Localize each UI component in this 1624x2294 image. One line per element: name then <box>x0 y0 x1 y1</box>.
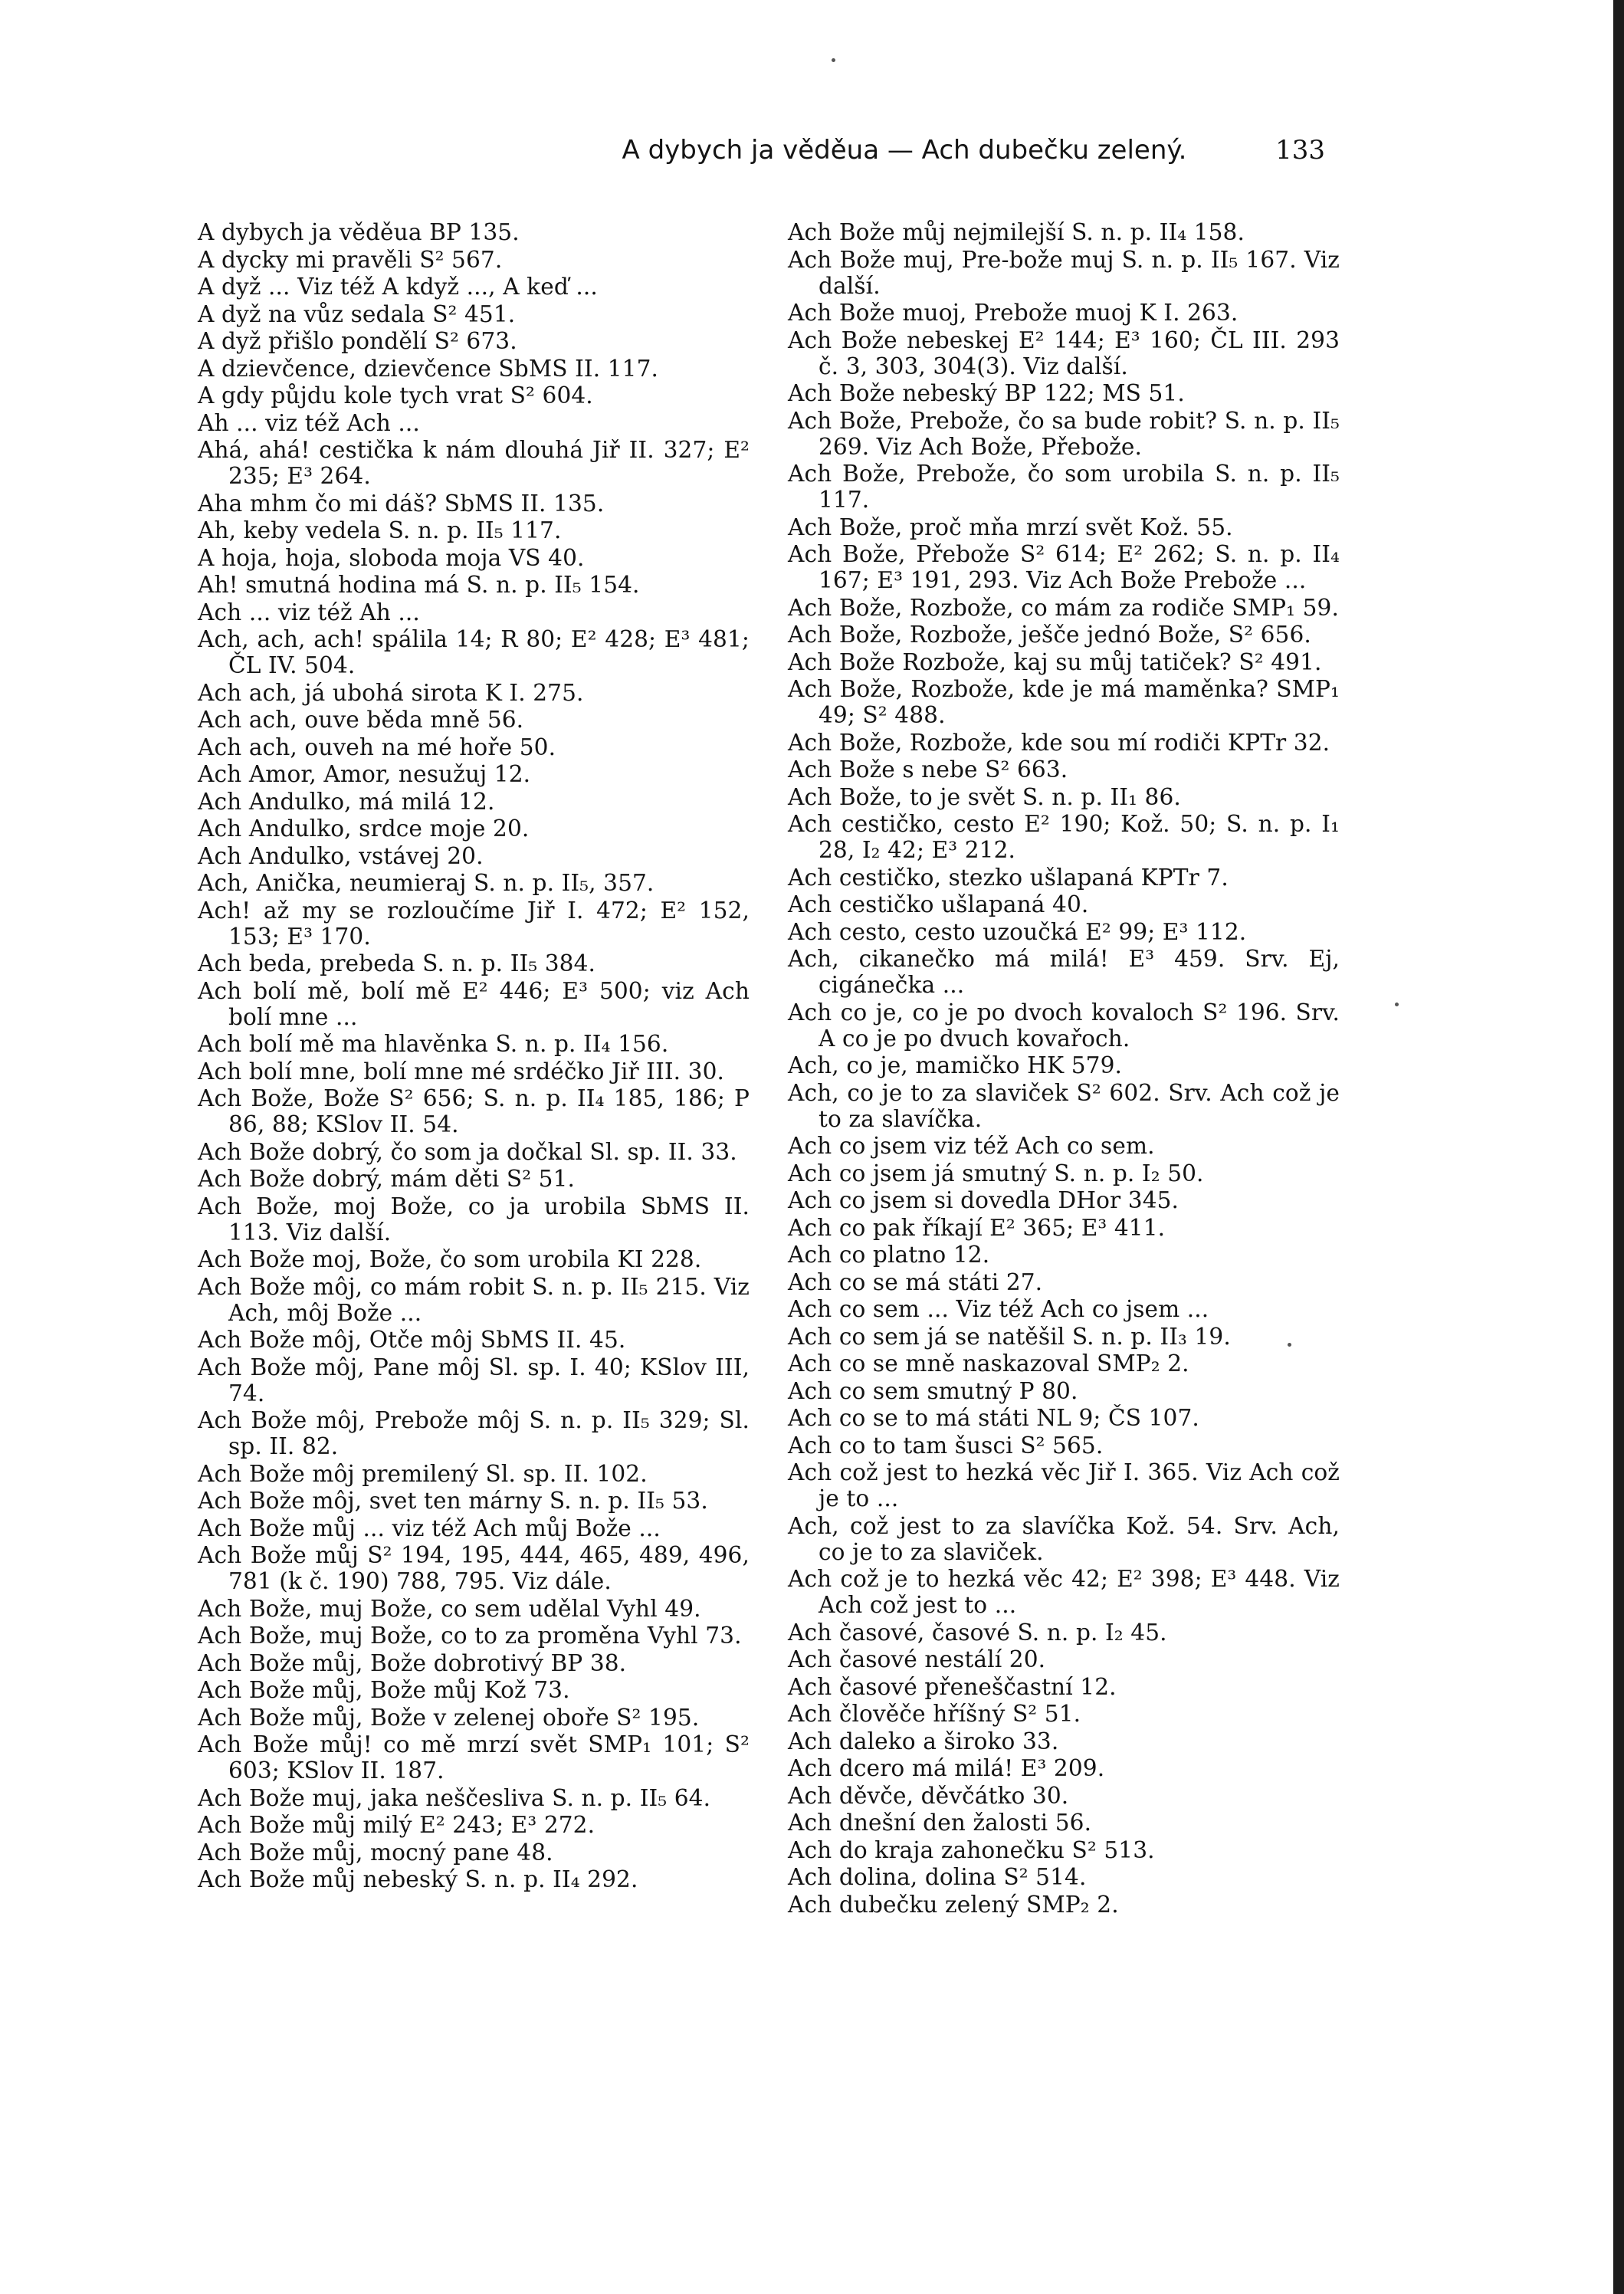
index-entry: Ach Bože môj premilený Sl. sp. II. 102. <box>198 1460 648 1487</box>
index-entry: Ach Bože, muj Bože, co to za proměna Vyhl 73. <box>198 1623 742 1649</box>
index-entry: Ach cestičko, cesto E² 190; Kož. 50; S. n. p. I₁ 28, I₂ 42; E³ 212. <box>788 811 1340 863</box>
index-entry: A dyž ... Viz též A když ..., A keď ... <box>198 274 598 300</box>
index-entry: Ach, co je, mamičko HK 579. <box>788 1052 1122 1078</box>
index-entry: Ach Bože můj milý E² 243; E³ 272. <box>198 1812 595 1838</box>
index-entry: Ach dubečku zelený SMP₂ 2. <box>788 1891 1119 1918</box>
index-entry: Ach Bože můj, Bože v zelenej oboře S² 195. <box>198 1704 700 1731</box>
index-entry: Ach Bože môj, co mám robit S. n. p. II₅ 215. Viz Ach, môj Bože ... <box>198 1273 750 1326</box>
index-entry: Ach, ach, ach! spálila 14; R 80; E² 428; E³ 481; ČL IV. 504. <box>198 626 750 678</box>
index-entry: Ach daleko a široko 33. <box>788 1728 1059 1754</box>
index-entry: Ach do kraja zahonečku S² 513. <box>788 1836 1155 1863</box>
index-entry: Aha mhm čo mi dáš? SbMS II. 135. <box>198 490 605 517</box>
index-entry: Ach Bože muj, Pre-bože muj S. n. p. II₅ 167. Viz další. <box>788 246 1340 299</box>
index-entry: Ach Bože můj, Bože můj Kož 73. <box>198 1677 570 1703</box>
index-entry: Ach co sem já se natěšil S. n. p. II₃ 19. <box>788 1323 1231 1350</box>
index-entry: Ach bolí mě, bolí mě E² 446; E³ 500; viz Ach bolí mne ... <box>198 977 750 1030</box>
index-entry: Ach Bože, to je svět S. n. p. II₁ 86. <box>788 783 1181 810</box>
index-entry: Ach co se má státi 27. <box>788 1268 1043 1295</box>
index-entry: Ach Bože můj nejmilejší S. n. p. II₄ 158. <box>788 219 1245 245</box>
index-entry: Ach Andulko, vstávej 20. <box>198 842 484 869</box>
index-entry: Ach co jsem viz též Ach co sem. <box>788 1133 1155 1159</box>
index-entry: Ach co platno 12. <box>788 1242 990 1268</box>
index-entry: Ach co se to má státi NL 9; ČS 107. <box>788 1405 1199 1431</box>
index-entry: Ach co se mně naskazoval SMP₂ 2. <box>788 1350 1189 1377</box>
index-entry: Ach co je, co je po dvoch kovaloch S² 196. Srv. A co je po dvuch kovařoch. <box>788 999 1340 1052</box>
index-entry: A dyž přišlo pondělí S² 673. <box>198 328 517 354</box>
index-entry: Ach což jest to hezká věc Jiř I. 365. Viz Ach což je to ... <box>788 1459 1340 1511</box>
index-entry: Ach co jsem si dovedla DHor 345. <box>788 1187 1179 1213</box>
scan-speck <box>1395 1003 1399 1006</box>
scan-page-edge <box>1613 0 1624 2294</box>
index-entry: Ah, keby vedela S. n. p. II₅ 117. <box>198 517 562 543</box>
index-entry: Ach cestičko ušlapaná 40. <box>788 891 1089 917</box>
index-entry: Ach Bože môj, svet ten márny S. n. p. II₅ 53. <box>198 1488 708 1514</box>
index-entry: Ach děvče, děvčátko 30. <box>788 1782 1069 1809</box>
index-entry: Ach cestičko, stezko ušlapaná KPTr 7. <box>788 864 1229 891</box>
index-entry: Ach Bože môj, Pane môj Sl. sp. I. 40; KSlov III, 74. <box>198 1354 750 1406</box>
index-entry: A hoja, hoja, sloboda moja VS 40. <box>198 544 585 571</box>
index-entry: Ach bolí mne, bolí mne mé srdéčko Jiř III. 30. <box>198 1058 725 1085</box>
index-entry: Ach Bože Rozbože, kaj su můj tatiček? S² 491. <box>788 648 1322 675</box>
index-entry: Ach dcero má milá! E³ 209. <box>788 1755 1105 1781</box>
page-number: 133 <box>1275 135 1325 166</box>
index-entry: Ach Bože s nebe S² 663. <box>788 756 1068 783</box>
index-entry: Ach Bože, moj Bože, co ja urobila SbMS II. 113. Viz další. <box>198 1193 750 1245</box>
index-entry: Ach co sem smutný P 80. <box>788 1377 1078 1404</box>
index-entry: Ach Bože, Prebože, čo som urobila S. n. p. II₅ 117. <box>788 461 1340 513</box>
index-entry: Ahá, ahá! cestička k nám dlouhá Jiř II. 327; E² 235; E³ 264. <box>198 437 750 489</box>
index-entry: Ach Bože, Přebože S² 614; E² 262; S. n. p. II₄ 167; E³ 191, 293. Viz Ach Bože Prebože ... <box>788 541 1340 593</box>
index-entry: Ach Bože, Rozbože, co mám za rodiče SMP₁ 59. <box>788 594 1339 621</box>
index-entry: Ach Andulko, má milá 12. <box>198 788 495 815</box>
index-entry: Ah ... viz též Ach ... <box>198 409 420 436</box>
index-entry: Ach, cikanečko má milá! E³ 459. Srv. Ej, cigánečka ... <box>788 946 1340 998</box>
index-entry: A dycky mi pravěli S² 567. <box>198 246 503 273</box>
index-entry: Ach Bože můj, Bože dobrotivý BP 38. <box>198 1649 627 1676</box>
scan-speck <box>832 58 835 62</box>
index-entry: Ach beda, prebeda S. n. p. II₅ 384. <box>198 950 596 976</box>
index-entry: Ach Bože nebeskej E² 144; E³ 160; ČL III. 293 č. 3, 303, 304(3). Viz další. <box>788 327 1340 379</box>
index-entry: A dzievčence, dzievčence SbMS II. 117. <box>198 355 659 382</box>
index-entry: Ach ach, ouve běda mně 56. <box>198 707 524 733</box>
index-column-right <box>788 219 1340 1918</box>
index-entry: Ach Bože, Rozbože, kde sou mí rodiči KPTr 32. <box>788 729 1330 756</box>
index-entry: Ach Bože můj S² 194, 195, 444, 465, 489, 496, 781 (k č. 190) 788, 795. Viz dále. <box>198 1542 750 1594</box>
index-entry: Ach Bože můj, mocný pane 48. <box>198 1839 553 1866</box>
running-title: A dybych ja věděua — Ach dubečku zelený. <box>622 135 1187 166</box>
index-entry: Ach Bože, Bože S² 656; S. n. p. II₄ 185, 186; P 86, 88; KSlov II. 54. <box>198 1085 750 1137</box>
index-entry: Ach Bože, muj Bože, co sem udělal Vyhl 49. <box>198 1595 701 1622</box>
index-entry: Ach! až my se rozloučíme Jiř I. 472; E² 152, 153; E³ 170. <box>198 897 750 950</box>
index-entry: Ach co to tam šusci S² 565. <box>788 1432 1104 1459</box>
index-entry: Ach Bože môj, Otče môj SbMS II. 45. <box>198 1327 626 1353</box>
index-entry: Ach co pak říkají E² 365; E³ 411. <box>788 1214 1166 1241</box>
index-entry: Ach Amor, Amor, nesužuj 12. <box>198 761 531 787</box>
index-entry: A gdy půjdu kole tych vrat S² 604. <box>198 382 593 409</box>
index-entry: Ach Bože dobrý, mám děti S² 51. <box>198 1166 576 1192</box>
index-entry: Ach Andulko, srdce moje 20. <box>198 816 530 842</box>
index-entry: Ach co jsem já smutný S. n. p. I₂ 50. <box>788 1160 1204 1186</box>
index-entry: Ach Bože muj, jaka neščesliva S. n. p. II₅ 64. <box>198 1784 711 1811</box>
index-entry: A dybych ja věděua BP 135. <box>198 219 520 245</box>
index-entry: Ach Bože moj, Bože, čo som urobila KI 228. <box>198 1246 702 1272</box>
index-entry: Ach Bože, Rozbože, ješče jednó Bože, S² 656. <box>788 622 1311 648</box>
index-entry: Ach což je to hezká věc 42; E² 398; E³ 448. Viz Ach což jest to ... <box>788 1566 1340 1618</box>
index-entry: A dyž na vůz sedala S² 451. <box>198 300 516 327</box>
index-entry: Ach Bože dobrý, čo som ja dočkal Sl. sp. II. 33. <box>198 1138 737 1165</box>
index-entry: Ach Bože môj, Prebože môj S. n. p. II₅ 329; Sl. sp. II. 82. <box>198 1407 750 1459</box>
index-entry: Ach, co je to za slaviček S² 602. Srv. Ach což je to za slavíčka. <box>788 1079 1340 1132</box>
index-entry: Ach Bože můj nebeský S. n. p. II₄ 292. <box>198 1866 638 1892</box>
index-entry: Ach ach, ouveh na mé hoře 50. <box>198 733 556 760</box>
index-entry: Ah! smutná hodina má S. n. p. II₅ 154. <box>198 572 640 598</box>
index-entry: Ach ach, já ubohá sirota K I. 275. <box>198 679 584 706</box>
index-entry: Ach, Anička, neumieraj S. n. p. II₅, 357. <box>198 870 655 896</box>
index-entry: Ach časové přeneščastní 12. <box>788 1673 1117 1700</box>
index-entry: Ach člověče hříšný S² 51. <box>788 1701 1081 1727</box>
index-entry: Ach dolina, dolina S² 514. <box>788 1864 1087 1890</box>
index-entry: Ach cesto, cesto uzoučká E² 99; E³ 112. <box>788 918 1247 945</box>
index-entry: Ach časové, časové S. n. p. I₂ 45. <box>788 1619 1167 1646</box>
index-entry: Ach Bože muoj, Prebože muoj K I. 263. <box>788 300 1239 326</box>
index-entry: Ach Bože můj ... viz též Ach můj Bože ... <box>198 1515 661 1541</box>
index-entry: Ach Bože, proč mňa mrzí svět Kož. 55. <box>788 514 1233 540</box>
index-entry: Ach Bože nebeský BP 122; MS 51. <box>788 380 1185 406</box>
index-entry: Ach Bože, Prebože, čo sa bude robit? S. n. p. II₅ 269. Viz Ach Bože, Přebože. <box>788 407 1340 460</box>
index-column-left <box>198 219 750 1894</box>
index-entry: Ach dnešní den žalosti 56. <box>788 1810 1092 1836</box>
index-entry: Ach, což jest to za slavíčka Kož. 54. Srv. Ach, co je to za slaviček. <box>788 1512 1340 1565</box>
index-entry: Ach co sem ... Viz též Ach co jsem ... <box>788 1296 1209 1322</box>
index-entry: Ach časové nestálí 20. <box>788 1646 1046 1672</box>
index-entry: Ach Bože, Rozbože, kde je má maměnka? SMP₁ 49; S² 488. <box>788 676 1340 728</box>
index-entry: Ach ... viz též Ah ... <box>198 599 420 625</box>
index-entry: Ach Bože můj! co mě mrzí svět SMP₁ 101; S² 603; KSlov II. 187. <box>198 1731 750 1784</box>
index-entry: Ach bolí mě ma hlavěnka S. n. p. II₄ 156. <box>198 1031 669 1057</box>
